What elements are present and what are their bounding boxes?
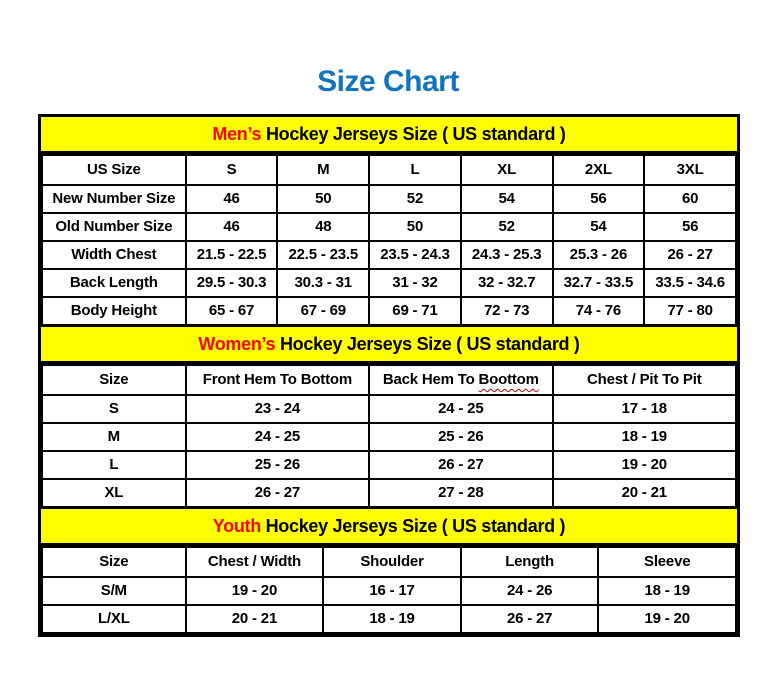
- value-cell: 46: [186, 185, 278, 213]
- value-cell: 54: [553, 213, 645, 241]
- value-cell: 32 - 32.7: [461, 269, 553, 297]
- value-cell: 19 - 20: [186, 577, 324, 605]
- table-row: [42, 577, 736, 605]
- page-title: Size Chart: [317, 65, 459, 98]
- row-label-cell: Old Number Size: [42, 213, 186, 241]
- table-row: [42, 605, 736, 633]
- heading-text-part: Hockey Jerseys Size ( US standard ): [261, 124, 566, 144]
- section-heading-men: [41, 117, 737, 154]
- section-women: [41, 326, 737, 508]
- column-header-cell: 2XL: [553, 155, 645, 185]
- column-header-cell: M: [277, 155, 369, 185]
- value-cell: 69 - 71: [369, 297, 461, 325]
- column-header-cell: Size: [42, 365, 186, 395]
- value-cell: 29.5 - 30.3: [186, 269, 278, 297]
- value-cell: 32.7 - 33.5: [553, 269, 645, 297]
- table-row: [42, 451, 736, 479]
- value-cell: 24 - 26: [461, 577, 599, 605]
- table-row: [42, 297, 736, 325]
- value-cell: 20 - 21: [553, 479, 736, 507]
- value-cell: 77 - 80: [644, 297, 736, 325]
- table-row: [42, 395, 736, 423]
- section-heading-women: [41, 326, 737, 364]
- value-cell: 67 - 69: [277, 297, 369, 325]
- heading-text-part: Youth: [212, 516, 261, 536]
- value-cell: 24.3 - 25.3: [461, 241, 553, 269]
- value-cell: 26 - 27: [461, 605, 599, 633]
- value-cell: 23 - 24: [186, 395, 369, 423]
- heading-text-part: Women’s: [198, 334, 276, 354]
- value-cell: 72 - 73: [461, 297, 553, 325]
- value-cell: 16 - 17: [323, 577, 461, 605]
- table-men: [41, 154, 737, 326]
- table-row: [42, 423, 736, 451]
- column-header-row: [42, 365, 736, 395]
- table-youth: [41, 546, 737, 634]
- size-chart: [38, 114, 740, 637]
- column-header-cell: Shoulder: [323, 547, 461, 577]
- row-label-cell: S: [42, 395, 186, 423]
- value-cell: 20 - 21: [186, 605, 324, 633]
- table-row: [42, 269, 736, 297]
- section-heading-youth: [41, 508, 737, 546]
- column-header-cell: 3XL: [644, 155, 736, 185]
- column-header-cell: Front Hem To Bottom: [186, 365, 369, 395]
- value-cell: 50: [277, 185, 369, 213]
- value-cell: 31 - 32: [369, 269, 461, 297]
- value-cell: 21.5 - 22.5: [186, 241, 278, 269]
- value-cell: 25.3 - 26: [553, 241, 645, 269]
- table-row: [42, 213, 736, 241]
- column-header-row: [42, 155, 736, 185]
- value-cell: 50: [369, 213, 461, 241]
- row-label-cell: M: [42, 423, 186, 451]
- value-cell: 18 - 19: [553, 423, 736, 451]
- column-header-cell: Sleeve: [598, 547, 736, 577]
- table-row: [42, 241, 736, 269]
- value-cell: 18 - 19: [598, 577, 736, 605]
- row-label-cell: XL: [42, 479, 186, 507]
- row-label-cell: New Number Size: [42, 185, 186, 213]
- value-cell: 25 - 26: [186, 451, 369, 479]
- value-cell: 26 - 27: [644, 241, 736, 269]
- heading-text-part: Hockey Jerseys Size ( US standard ): [260, 516, 566, 536]
- value-cell: 52: [461, 213, 553, 241]
- heading-text-part: Hockey Jerseys Size ( US standard ): [275, 334, 580, 354]
- value-cell: 23.5 - 24.3: [369, 241, 461, 269]
- row-label-cell: L: [42, 451, 186, 479]
- value-cell: 26 - 27: [369, 451, 552, 479]
- value-cell: 26 - 27: [186, 479, 369, 507]
- section-youth: [41, 508, 737, 634]
- column-header-cell: L: [369, 155, 461, 185]
- value-cell: 65 - 67: [186, 297, 278, 325]
- column-header-cell: Size: [42, 547, 186, 577]
- row-label-cell: Body Height: [42, 297, 186, 325]
- section-men: [41, 117, 737, 326]
- value-cell: 24 - 25: [369, 395, 552, 423]
- column-header-cell: Length: [461, 547, 599, 577]
- table-row: [42, 479, 736, 507]
- column-header-cell: S: [186, 155, 278, 185]
- column-header-cell: Chest / Pit To Pit: [553, 365, 736, 395]
- value-cell: 56: [644, 213, 736, 241]
- row-label-cell: S/M: [42, 577, 186, 605]
- value-cell: 56: [553, 185, 645, 213]
- value-cell: 18 - 19: [323, 605, 461, 633]
- header-text: Back Hem To: [382, 371, 479, 388]
- value-cell: 54: [461, 185, 553, 213]
- table-women: [41, 364, 737, 508]
- value-cell: 60: [644, 185, 736, 213]
- column-header-row: [42, 547, 736, 577]
- heading-text-part: Men’s: [212, 124, 262, 144]
- value-cell: 30.3 - 31: [277, 269, 369, 297]
- row-label-cell: Width Chest: [42, 241, 186, 269]
- row-label-cell: Back Length: [42, 269, 186, 297]
- value-cell: 25 - 26: [369, 423, 552, 451]
- value-cell: 46: [186, 213, 278, 241]
- value-cell: 27 - 28: [369, 479, 552, 507]
- value-cell: 17 - 18: [553, 395, 736, 423]
- value-cell: 19 - 20: [598, 605, 736, 633]
- table-row: [42, 185, 736, 213]
- value-cell: 74 - 76: [553, 297, 645, 325]
- row-label-cell: L/XL: [42, 605, 186, 633]
- column-header-cell: US Size: [42, 155, 186, 185]
- column-header-cell: [369, 365, 552, 395]
- value-cell: 33.5 - 34.6: [644, 269, 736, 297]
- value-cell: 24 - 25: [186, 423, 369, 451]
- column-header-cell: Chest / Width: [186, 547, 324, 577]
- column-header-cell: XL: [461, 155, 553, 185]
- value-cell: 52: [369, 185, 461, 213]
- value-cell: 48: [277, 213, 369, 241]
- misspelled-word: Boottom: [478, 371, 539, 388]
- value-cell: 22.5 - 23.5: [277, 241, 369, 269]
- value-cell: 19 - 20: [553, 451, 736, 479]
